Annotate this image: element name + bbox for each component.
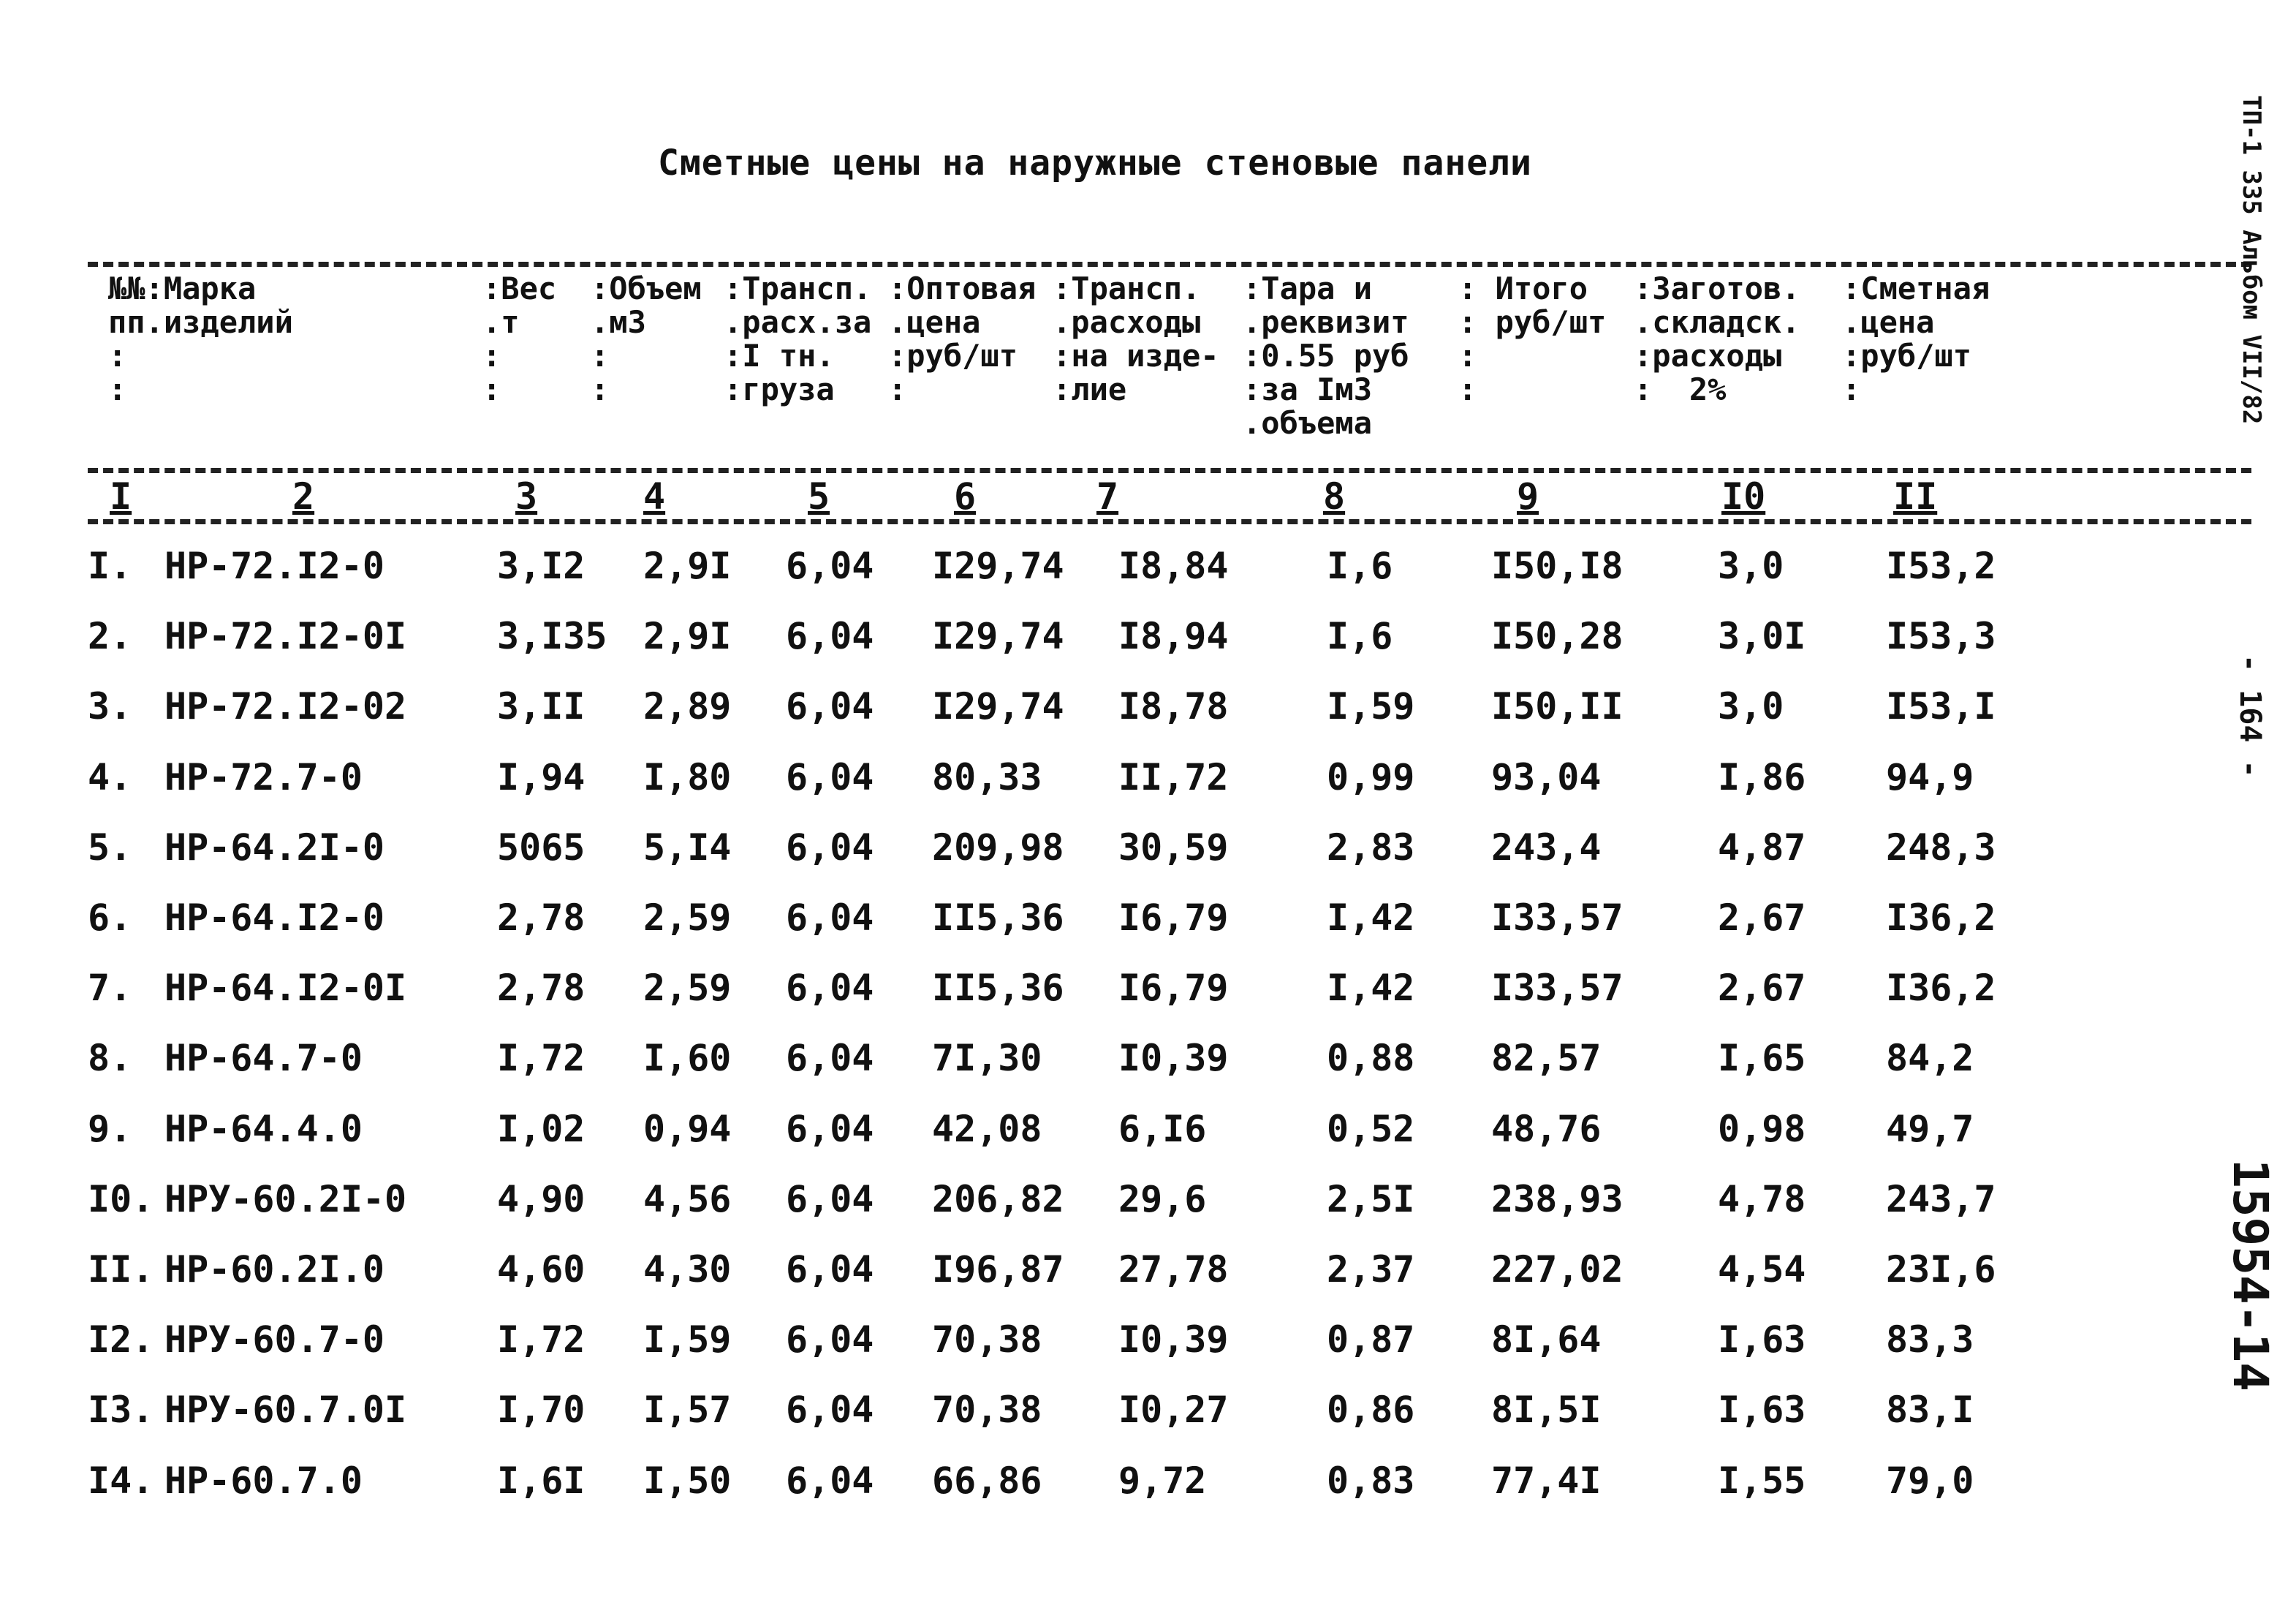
header-line: :Тара и [1243,271,1373,306]
table-cell: 2,9I [643,615,732,657]
table-cell: 4,60 [497,1248,586,1291]
table-cell: I33,57 [1491,896,1624,939]
column-number: 7 [1096,475,1119,518]
header-bottom-rule [88,519,2251,524]
table-cell: I,50 [643,1459,732,1502]
table-cell: 2. [88,615,132,657]
table-row [0,685,2296,755]
table-row [0,1389,2296,1459]
table-cell: 84,2 [1886,1037,1974,1079]
header-cell-7 [1243,272,1409,440]
table-row [0,1459,2296,1530]
table-cell: I2. [88,1318,154,1361]
table-cell: 49,7 [1886,1108,1974,1150]
column-number: 2 [292,475,315,518]
table-row [0,1318,2296,1389]
header-cell-8 [1458,272,1606,407]
table-cell: 5065 [497,826,586,869]
header-top-rule [88,262,2251,267]
header-line: пп.изделий [108,304,293,340]
table-cell: 3,I2 [497,545,586,587]
table-cell: I,57 [643,1389,732,1431]
table-cell: I,02 [497,1108,586,1150]
header-line: .объема [1243,405,1373,441]
table-cell: 6,04 [786,1108,874,1150]
header-line: :груза [724,371,835,407]
header-line: :расходы [1634,338,1782,374]
table-cell: I6,79 [1118,967,1229,1009]
header-mid-rule [88,468,2251,473]
table-cell: 4. [88,756,132,798]
table-cell: 8I,5I [1491,1389,1602,1431]
table-cell: 6,04 [786,826,874,869]
table-cell: 2,83 [1327,826,1415,869]
header-line: :Оптовая [888,271,1037,306]
table-cell: I36,2 [1886,896,1996,939]
column-number: 8 [1323,475,1346,518]
table-cell: 2,9I [643,545,732,587]
table-cell: НРУ-60.7-0 [164,1318,385,1361]
table-cell: I,94 [497,756,586,798]
header-line: :Сметная [1842,271,1990,306]
table-cell: 7I,30 [932,1037,1042,1079]
table-cell: НР-64.7-0 [164,1037,363,1079]
table-row [0,1178,2296,1248]
table-cell: НРУ-60.2I-0 [164,1178,407,1220]
table-cell: 79,0 [1886,1459,1974,1502]
table-cell: I53,3 [1886,615,1996,657]
column-number: 6 [954,475,977,518]
table-cell: I,63 [1718,1389,1806,1431]
table-cell: 6,04 [786,1459,874,1502]
header-cell-9 [1634,272,1800,407]
table-cell: 4,30 [643,1248,732,1291]
table-cell: 2,59 [643,896,732,939]
header-line: : [482,338,501,374]
header-line: :лие [1053,371,1127,407]
table-cell: 7. [88,967,132,1009]
table-cell: 0,94 [643,1108,732,1150]
table-cell: I8,78 [1118,685,1229,728]
table-cell: I0,27 [1118,1389,1229,1431]
table-cell: II5,36 [932,896,1064,939]
table-cell: I53,2 [1886,545,1996,587]
table-cell: I,72 [497,1037,586,1079]
header-line: :Трансп. [724,271,872,306]
table-cell: 83,3 [1886,1318,1974,1361]
table-cell: 3,0I [1718,615,1806,657]
column-number: 4 [643,475,666,518]
table-row [0,756,2296,826]
column-number: 9 [1517,475,1539,518]
table-cell: 9. [88,1108,132,1150]
header-line: .складск. [1634,304,1800,340]
column-number: 5 [808,475,830,518]
table-cell: 3,II [497,685,586,728]
header-line: .цена [1842,304,1935,340]
table-row [0,1037,2296,1107]
table-cell: 9,72 [1118,1459,1207,1502]
table-cell: 48,76 [1491,1108,1602,1150]
table-cell: 6,04 [786,1389,874,1431]
table-row [0,615,2296,685]
table-cell: 0,86 [1327,1389,1415,1431]
table-cell: НР-72.I2-0 [164,545,385,587]
header-line: : [108,371,127,407]
header-line: : [1458,371,1477,407]
table-cell: 6,04 [786,545,874,587]
table-cell: 70,38 [932,1318,1042,1361]
table-cell: 30,59 [1118,826,1229,869]
header-line: : [482,371,501,407]
table-cell: НР-60.2I.0 [164,1248,385,1291]
column-number: II [1893,475,1938,518]
table-cell: I,6 [1327,615,1393,657]
table-cell: 227,02 [1491,1248,1624,1291]
table-cell: I29,74 [932,545,1064,587]
table-cell: I,6 [1327,545,1393,587]
header-line: : руб/шт [1458,304,1607,340]
table-cell: I,59 [643,1318,732,1361]
table-cell: НР-72.I2-0I [164,615,407,657]
table-cell: 4,87 [1718,826,1806,869]
header-line: : [888,371,907,407]
table-cell: I0,39 [1118,1318,1229,1361]
table-cell: I50,I8 [1491,545,1624,587]
header-line: .т [482,304,520,340]
table-cell: 0,98 [1718,1108,1806,1150]
table-cell: 4,78 [1718,1178,1806,1220]
table-cell: 243,7 [1886,1178,1996,1220]
table-cell: 0,83 [1327,1459,1415,1502]
table-cell: 82,57 [1491,1037,1602,1079]
table-cell: 0,99 [1327,756,1415,798]
table-cell: 6. [88,896,132,939]
table-cell: I96,87 [932,1248,1064,1291]
table-cell: II,72 [1118,756,1229,798]
table-cell: I,70 [497,1389,586,1431]
table-cell: I53,I [1886,685,1996,728]
table-cell: НР-64.I2-0 [164,896,385,939]
table-cell: 243,4 [1491,826,1602,869]
header-line: :на изде- [1053,338,1219,374]
table-cell: 8I,64 [1491,1318,1602,1361]
table-cell: I,42 [1327,896,1415,939]
table-cell: I0. [88,1178,154,1220]
table-cell: 3,I35 [497,615,607,657]
table-row [0,826,2296,896]
table-row [0,545,2296,615]
table-cell: I6,79 [1118,896,1229,939]
table-cell: I36,2 [1886,967,1996,1009]
page-title: Сметные цены на наружные стеновые панели [658,143,1532,184]
table-cell: 248,3 [1886,826,1996,869]
table-cell: 6,I6 [1118,1108,1207,1150]
table-cell: 77,4I [1491,1459,1602,1502]
header-line: : 2% [1634,371,1727,407]
header-line: :Заготов. [1634,271,1800,306]
table-cell: I,55 [1718,1459,1806,1502]
header-line: :I тн. [724,338,835,374]
table-cell: НР-72.I2-02 [164,685,407,728]
header-cell-10 [1842,272,1990,407]
table-cell: I8,84 [1118,545,1229,587]
table-cell: I,59 [1327,685,1415,728]
header-line: : [1458,338,1477,374]
header-cell-3 [591,272,702,407]
header-line: :руб/шт [888,338,1018,374]
table-cell: 29,6 [1118,1178,1207,1220]
table-cell: 2,67 [1718,896,1806,939]
table-cell: 206,82 [932,1178,1064,1220]
table-cell: 2,78 [497,896,586,939]
table-cell: 8. [88,1037,132,1079]
table-row [0,1108,2296,1178]
table-cell: 4,90 [497,1178,586,1220]
table-cell: I,6I [497,1459,586,1502]
header-line: .расходы [1053,304,1201,340]
table-cell: 5. [88,826,132,869]
table-cell: I8,94 [1118,615,1229,657]
table-cell: 2,78 [497,967,586,1009]
table-row [0,1248,2296,1318]
table-cell: 4,54 [1718,1248,1806,1291]
table-cell: 4,56 [643,1178,732,1220]
table-cell: I0,39 [1118,1037,1229,1079]
table-cell: 6,04 [786,756,874,798]
table-cell: I,80 [643,756,732,798]
header-line: :Объем [591,271,702,306]
table-cell: 0,52 [1327,1108,1415,1150]
header-line: :Вес [482,271,557,306]
table-cell: II5,36 [932,967,1064,1009]
column-number: 3 [515,475,538,518]
table-cell: I,72 [497,1318,586,1361]
header-line: : Итого [1458,271,1588,306]
table-cell: 6,04 [786,896,874,939]
table-cell: I,42 [1327,967,1415,1009]
header-line: .расх.за [724,304,872,340]
header-cell-1 [108,272,293,407]
header-line: :Трансп. [1053,271,1201,306]
header-cell-5 [888,272,1036,407]
header-line: .реквизит [1243,304,1409,340]
header-line: .цена [888,304,981,340]
table-cell: 0,88 [1327,1037,1415,1079]
table-cell: 2,59 [643,967,732,1009]
header-line: : [591,338,610,374]
table-cell: 94,9 [1886,756,1974,798]
table-cell: 2,5I [1327,1178,1415,1220]
table-row [0,967,2296,1037]
table-cell: НР-72.7-0 [164,756,363,798]
table-cell: 66,86 [932,1459,1042,1502]
table-cell: I,60 [643,1037,732,1079]
table-cell: 3. [88,685,132,728]
margin-doc-code: ТП-1 335 Альбом VII/82 [2237,95,2266,425]
table-cell: 6,04 [786,615,874,657]
table-cell: 6,04 [786,1248,874,1291]
table-cell: 2,37 [1327,1248,1415,1291]
table-cell: 6,04 [786,685,874,728]
table-cell: 23I,6 [1886,1248,1996,1291]
table-cell: 83,I [1886,1389,1974,1431]
table-cell: 5,I4 [643,826,732,869]
header-line: : [108,338,127,374]
table-cell: I50,28 [1491,615,1624,657]
table-cell: 42,08 [932,1108,1042,1150]
table-cell: I,86 [1718,756,1806,798]
header-cell-2 [482,272,556,407]
table-cell: НР-64.2I-0 [164,826,385,869]
table-cell: 209,98 [932,826,1064,869]
table-cell: 80,33 [932,756,1042,798]
table-cell: НР-60.7.0 [164,1459,363,1502]
table-cell: 3,0 [1718,685,1784,728]
table-cell: 238,93 [1491,1178,1624,1220]
header-line: :0.55 руб [1243,338,1409,374]
column-number: I0 [1721,475,1766,518]
header-line: : [591,371,610,407]
table-cell: 3,0 [1718,545,1784,587]
table-cell: I29,74 [932,685,1064,728]
table-cell: I29,74 [932,615,1064,657]
header-line: №№:Марка [108,271,257,306]
table-cell: НР-64.I2-0I [164,967,407,1009]
margin-page-number: - 164 - [2233,654,2267,778]
table-cell: 6,04 [786,967,874,1009]
table-cell: НРУ-60.7.0I [164,1389,407,1431]
table-cell: I33,57 [1491,967,1624,1009]
table-cell: 0,87 [1327,1318,1415,1361]
header-line: :руб/шт [1842,338,1972,374]
margin-sheet-number: 15954-14 [2222,1159,2278,1391]
header-line: :за Iм3 [1243,371,1373,407]
table-row [0,896,2296,967]
table-cell: 2,89 [643,685,732,728]
header-line: .м3 [591,304,646,340]
table-cell: 93,04 [1491,756,1602,798]
header-line: : [1842,371,1861,407]
table-cell: 2,67 [1718,967,1806,1009]
table-cell: I,63 [1718,1318,1806,1361]
table-cell: I50,II [1491,685,1624,728]
table-cell: I,65 [1718,1037,1806,1079]
header-cell-4 [724,272,871,407]
table-cell: II. [88,1248,154,1291]
table-cell: 70,38 [932,1389,1042,1431]
header-cell-6 [1053,272,1219,407]
table-cell: I. [88,545,132,587]
table-cell: 6,04 [786,1318,874,1361]
table-cell: 27,78 [1118,1248,1229,1291]
table-cell: I4. [88,1459,154,1502]
table-cell: 6,04 [786,1037,874,1079]
table-cell: I3. [88,1389,154,1431]
table-cell: 6,04 [786,1178,874,1220]
column-number: I [110,475,132,518]
table-cell: НР-64.4.0 [164,1108,363,1150]
